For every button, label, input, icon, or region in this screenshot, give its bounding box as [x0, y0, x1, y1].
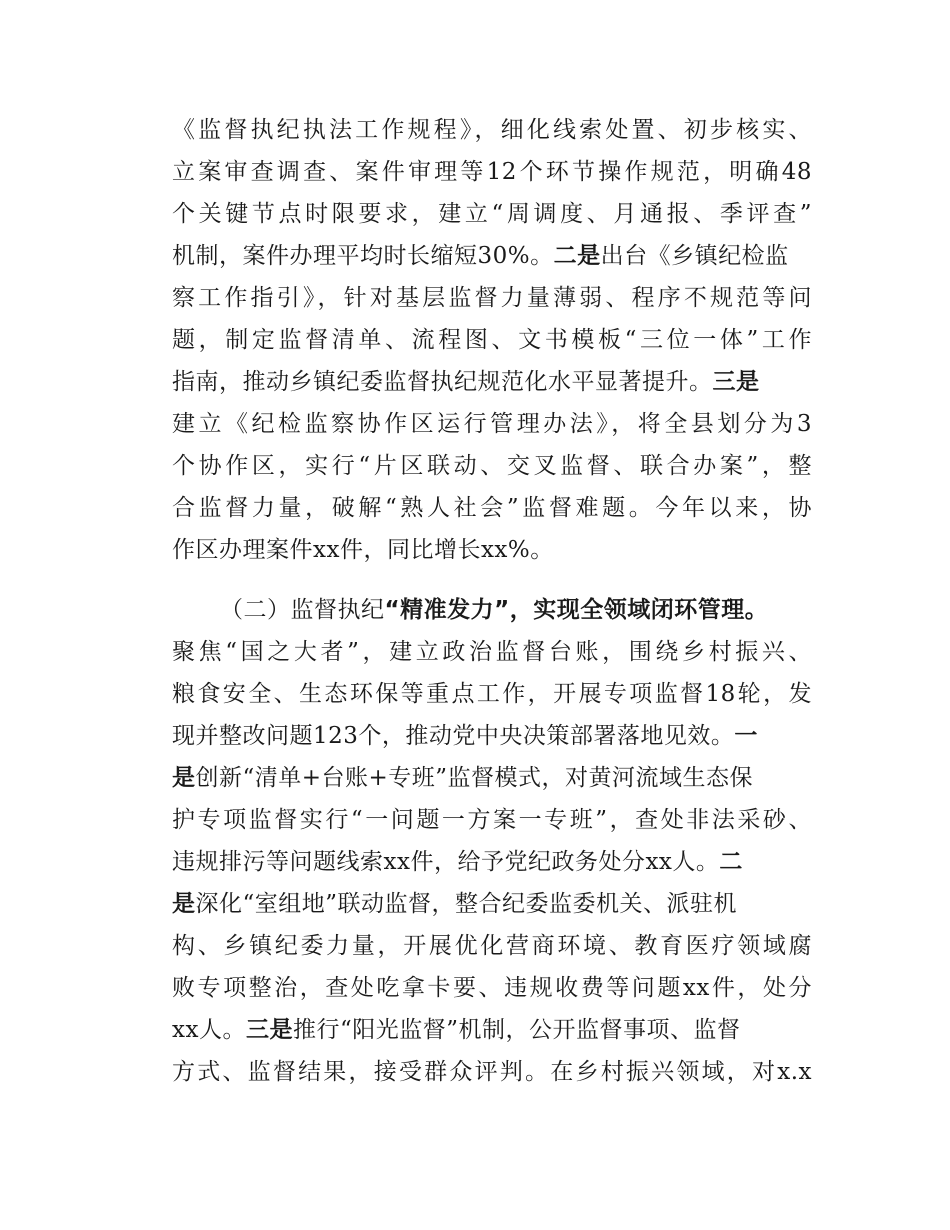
text-run: （二）监督执纪 [220, 597, 385, 623]
text-line [172, 535, 554, 565]
section-heading: “精准发力”，实现全领域闭环管理。 [384, 597, 769, 623]
text-run: 深化“室组地”联动监督，整合纪委监委机关、派驻机 [195, 891, 738, 917]
text-run: 现并整改问题123个，推动党中央决策部署落地见效。 [172, 723, 735, 749]
text-line [172, 283, 812, 313]
text-line [172, 763, 753, 793]
bold-text-run: 三是 [712, 369, 760, 395]
bold-text-run: 二 [719, 849, 743, 875]
bold-text-run: 是 [172, 891, 196, 917]
text-line [172, 973, 812, 1003]
text-run: 个协作区，实行“片区联动、交叉监督、联合办案”，整 [172, 453, 812, 479]
text-run: 个关键节点时限要求，建立“周调度、月通报、季评查” [172, 201, 812, 227]
text-run: 题，制定监督清单、流程图、文书模板“三位一体”工作 [172, 327, 812, 353]
text-line [172, 847, 743, 877]
text-run: 建立《纪检监察协作区运行管理办法》，将全县划分为3 [172, 411, 812, 437]
text-line [172, 679, 812, 709]
text-run: 合监督力量，破解“熟人社会”监督难题。今年以来，协 [172, 495, 812, 521]
text-run: 察工作指引》，针对基层监督力量薄弱、程序不规范等问 [172, 285, 812, 311]
text-run: 《监督执纪执法工作规程》，细化线索处置、初步核实、 [172, 117, 812, 143]
text-line [172, 325, 812, 355]
text-run: 护专项监督实行“一问题一方案一专班”，查处非法采砂、 [172, 807, 812, 833]
text-run: 粮食安全、生态环保等重点工作，开展专项监督18轮，发 [172, 681, 812, 707]
text-run: 构、乡镇纪委力量，开展优化营商环境、教育医疗领域腐 [172, 933, 812, 959]
text-run: 出台《乡镇纪检监 [600, 243, 789, 269]
section-heading-line [220, 595, 768, 625]
bold-text-run: 二是 [553, 243, 601, 269]
text-run: 方式、监督结果，接受群众评判。在乡村振兴领域，对x.x [172, 1059, 812, 1085]
text-line [172, 409, 812, 439]
text-run: 败专项整治，查处吃拿卡要、违规收费等问题xx件，处分 [172, 975, 812, 1001]
text-run: 违规排污等问题线索xx件，给予党纪政务处分xx人。 [172, 849, 720, 875]
text-run: xx人。 [172, 1017, 246, 1043]
text-line [172, 931, 812, 961]
text-run: 创新“清单+台账+专班”监督模式，对黄河流域生态保 [195, 765, 754, 791]
text-line [172, 367, 760, 397]
text-line [172, 115, 812, 145]
text-run: 立案审查调查、案件审理等12个环节操作规范，明确48 [172, 159, 812, 185]
bold-text-run: 一 [734, 723, 758, 749]
text-run: 作区办理案件xx件，同比增长xx%。 [172, 537, 554, 563]
text-run: 聚焦“国之大者”，建立政治监督台账，围绕乡村振兴、 [172, 639, 812, 665]
text-line [172, 721, 758, 751]
text-line [172, 805, 812, 835]
text-run: 机制，案件办理平均时长缩短30%。 [172, 243, 554, 269]
text-line [172, 1057, 812, 1087]
text-line [172, 889, 737, 919]
text-line [172, 241, 789, 271]
text-line [172, 157, 812, 187]
text-line [172, 1015, 740, 1045]
bold-text-run: 三是 [245, 1017, 293, 1043]
text-line [172, 199, 812, 229]
text-line [172, 493, 812, 523]
text-line [172, 637, 812, 667]
text-run: 推行“阳光监督”机制，公开监督事项、监督 [292, 1017, 741, 1043]
text-run: 指南，推动乡镇纪委监督执纪规范化水平显著提升。 [172, 369, 713, 395]
bold-text-run: 是 [172, 765, 196, 791]
text-line [172, 451, 812, 481]
